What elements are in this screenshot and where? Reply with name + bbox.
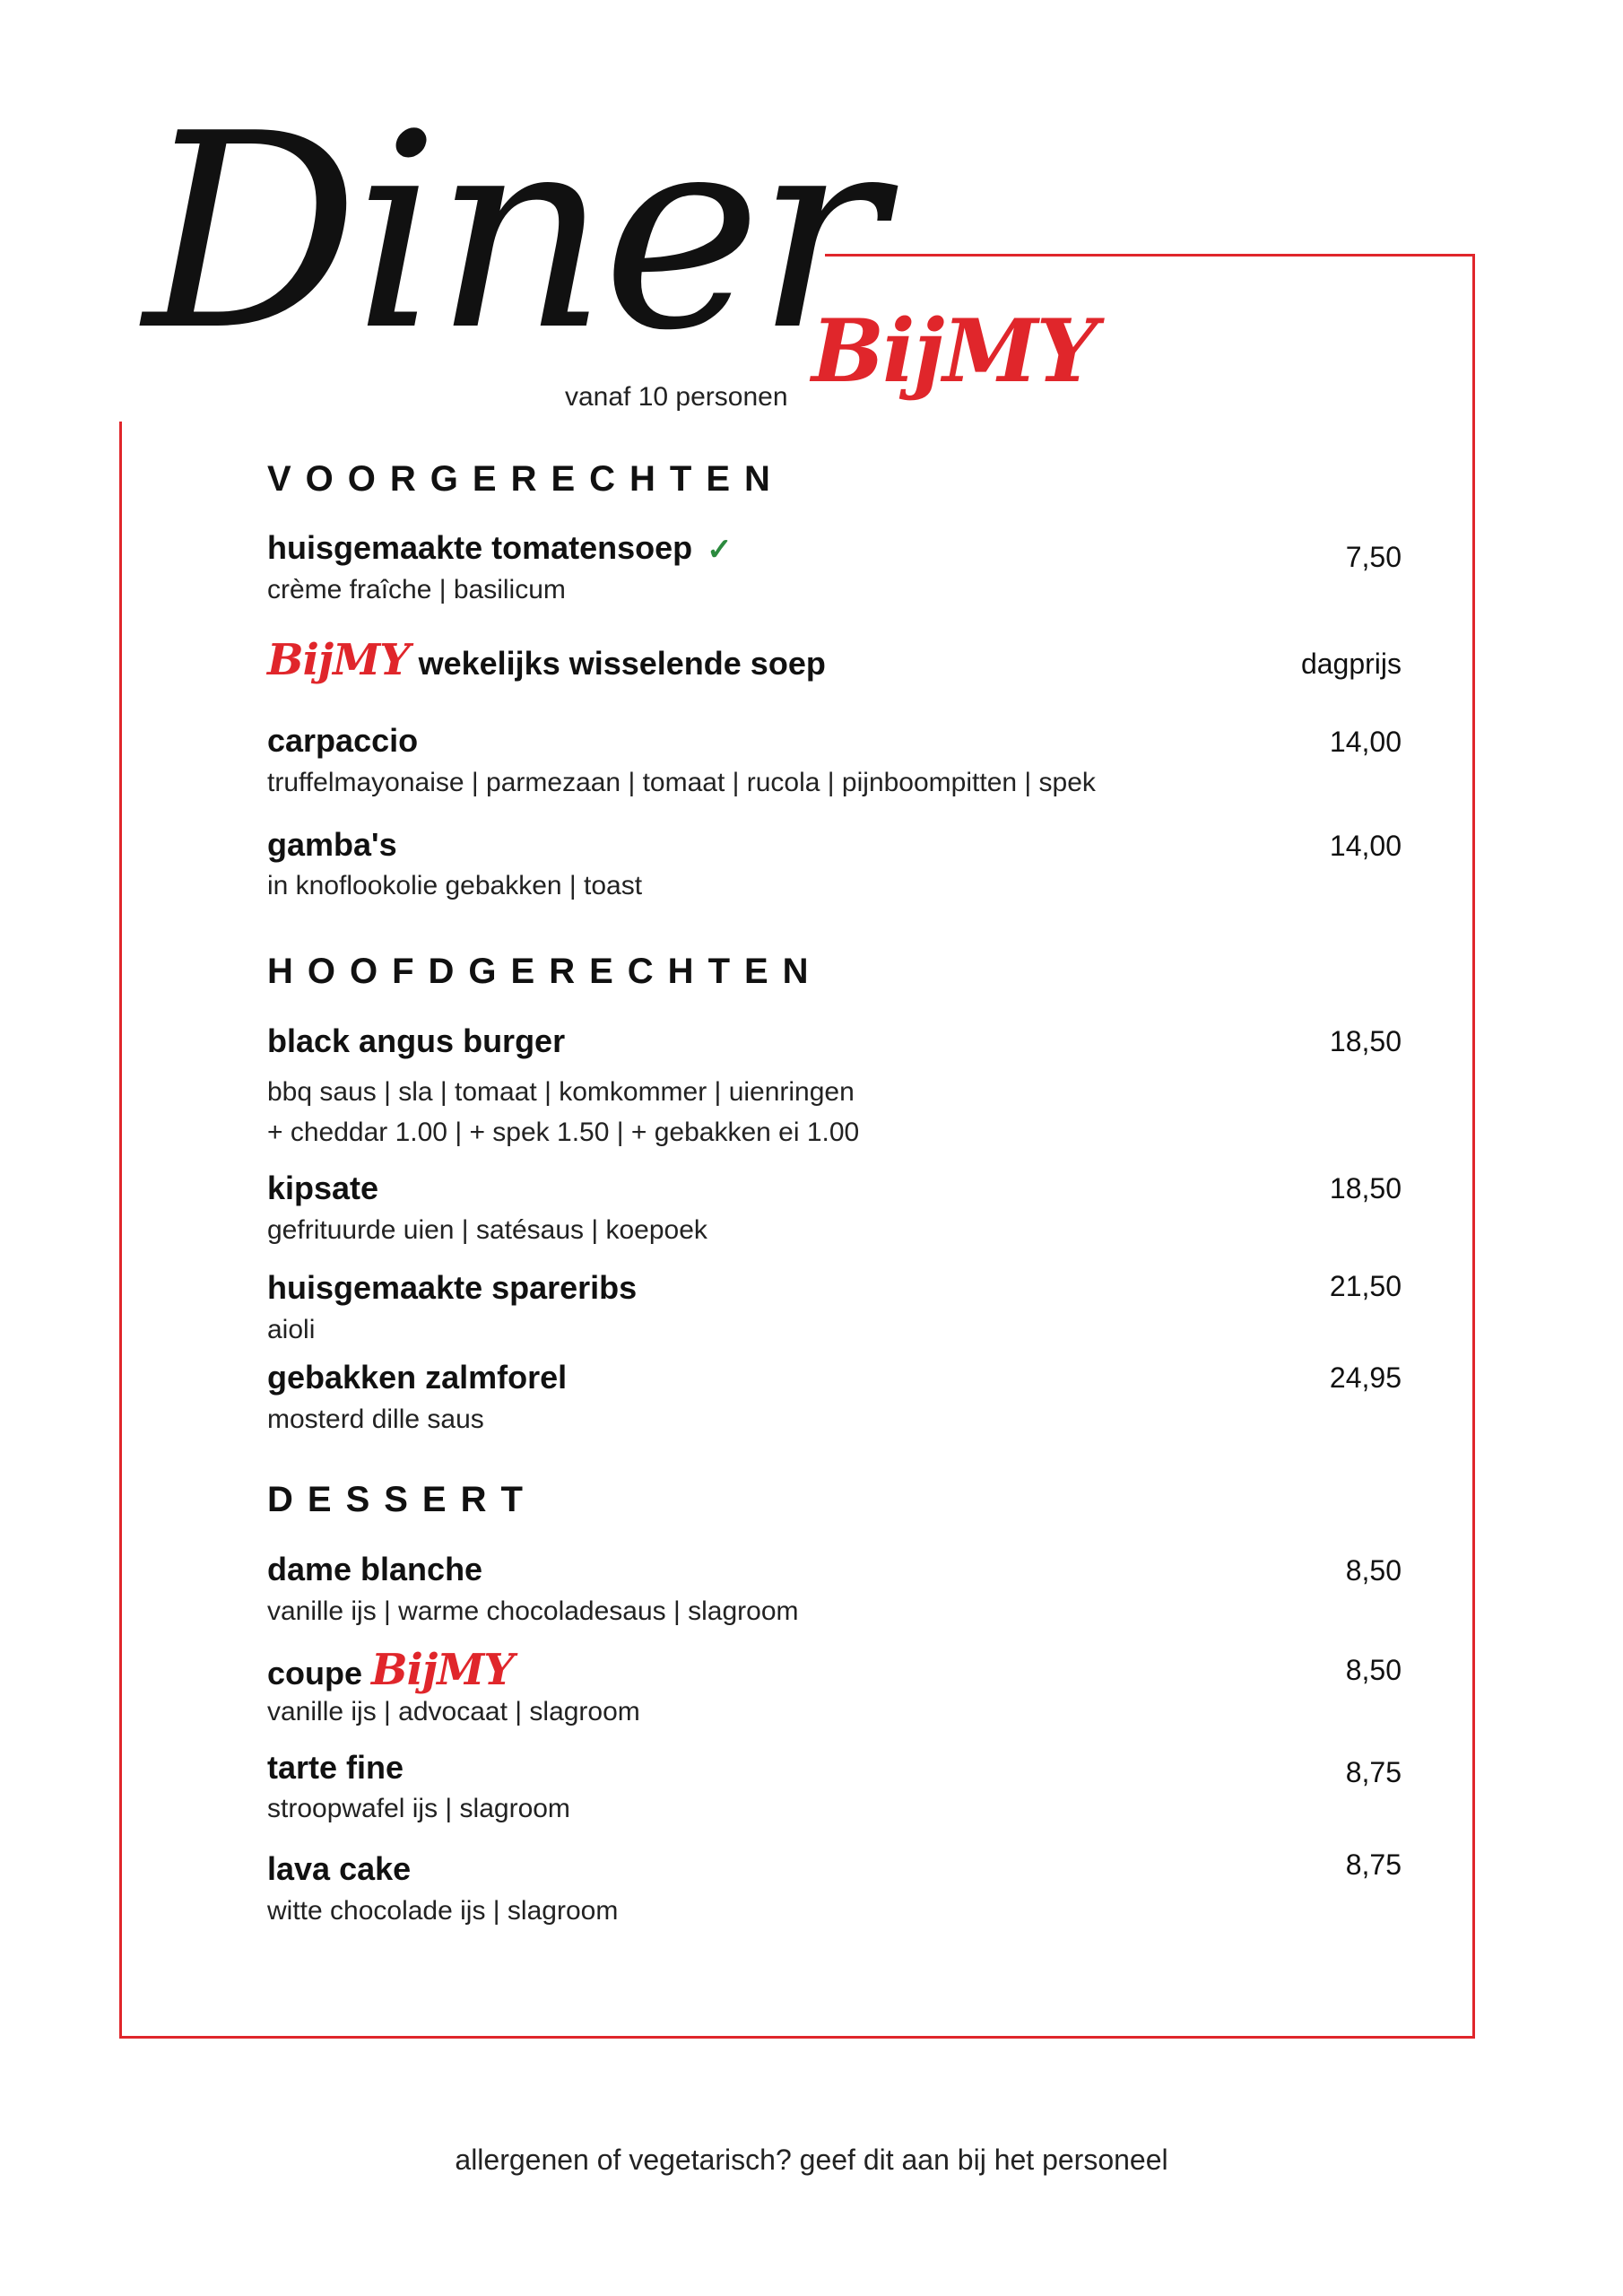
menu-item-price: dagprijs	[1300, 648, 1402, 680]
menu-item-desc: in knoflookolie gebakken | toast	[267, 871, 643, 900]
menu-title: Diner	[143, 76, 880, 389]
menu-item-price: 14,00	[1329, 830, 1402, 862]
menu-item-price: 8,75	[1345, 1848, 1402, 1881]
menu-item-desc: stroopwafel ijs | slagroom	[267, 1794, 570, 1823]
menu-item-name: lava cake	[267, 1850, 412, 1887]
menu-item-price: 18,50	[1329, 1025, 1402, 1057]
menu-item-desc: gefrituurde uien | satésaus | koepoek	[267, 1215, 707, 1245]
menu-item-desc: vanille ijs | warme chocoladesaus | slagroom	[267, 1596, 799, 1626]
menu-item-desc: crème fraîche | basilicum	[267, 575, 566, 604]
menu-item-name: tarte fine	[267, 1749, 404, 1786]
menu-item-name: huisgemaakte spareribs	[267, 1269, 638, 1306]
vegetarian-leaf-icon: ✓	[707, 533, 733, 568]
menu-subtitle: vanaf 10 personen	[565, 382, 788, 412]
section-title-voorgerechten: VOORGERECHTEN	[267, 459, 785, 499]
menu-item-name-text: coupe	[267, 1655, 363, 1692]
section-title-dessert: DESSERT	[267, 1480, 537, 1519]
menu-item-name: gamba's	[267, 826, 397, 863]
menu-item-name	[267, 1645, 514, 1695]
menu-item-price: 14,00	[1329, 726, 1402, 758]
menu-item-desc: bbq saus | sla | tomaat | komkommer | uienringen	[267, 1077, 855, 1107]
footer-note: allergenen of vegetarisch? geef dit aan bij het personeel	[455, 2144, 1168, 2176]
menu-item-price: 8,50	[1345, 1654, 1402, 1686]
menu-item-desc: aioli	[267, 1315, 316, 1344]
menu-item-desc: mosterd dille saus	[267, 1405, 484, 1434]
menu-item-desc-extras: + cheddar 1.00 | + spek 1.50 | + gebakken ei 1.00	[267, 1118, 860, 1147]
menu-item-price: 8,75	[1345, 1756, 1402, 1788]
menu-item-desc: truffelmayonaise | parmezaan | tomaat | rucola | pijnboompitten | spek	[267, 768, 1096, 797]
menu-item-price: 18,50	[1329, 1172, 1402, 1205]
menu-item-price: 21,50	[1329, 1270, 1402, 1302]
menu-item-price: 7,50	[1345, 541, 1402, 573]
section-title-hoofdgerechten: HOOFDGERECHTEN	[267, 952, 823, 991]
menu-item-desc: vanille ijs | advocaat | slagroom	[267, 1697, 640, 1726]
brand-logo: BijMY	[812, 300, 1097, 402]
menu-item-name-text: wekelijks wisselende soep	[418, 645, 826, 682]
menu-item-name: kipsate	[267, 1170, 379, 1206]
menu-item-name	[267, 529, 733, 568]
brand-inline-logo: BijMY	[267, 635, 410, 685]
menu-item-price: 8,50	[1345, 1554, 1402, 1587]
menu-item-name: black angus burger	[267, 1022, 566, 1059]
menu-item-name: dame blanche	[267, 1551, 483, 1587]
menu-item-name: carpaccio	[267, 722, 419, 759]
menu-item-desc: witte chocolade ijs | slagroom	[267, 1896, 619, 1926]
menu-item-name-text: huisgemaakte tomatensoep	[267, 529, 693, 566]
menu-item-price: 24,95	[1329, 1361, 1402, 1394]
menu-item-name: gebakken zalmforel	[267, 1359, 568, 1396]
brand-inline-logo: BijMY	[371, 1645, 514, 1695]
menu-item-name	[267, 635, 826, 685]
